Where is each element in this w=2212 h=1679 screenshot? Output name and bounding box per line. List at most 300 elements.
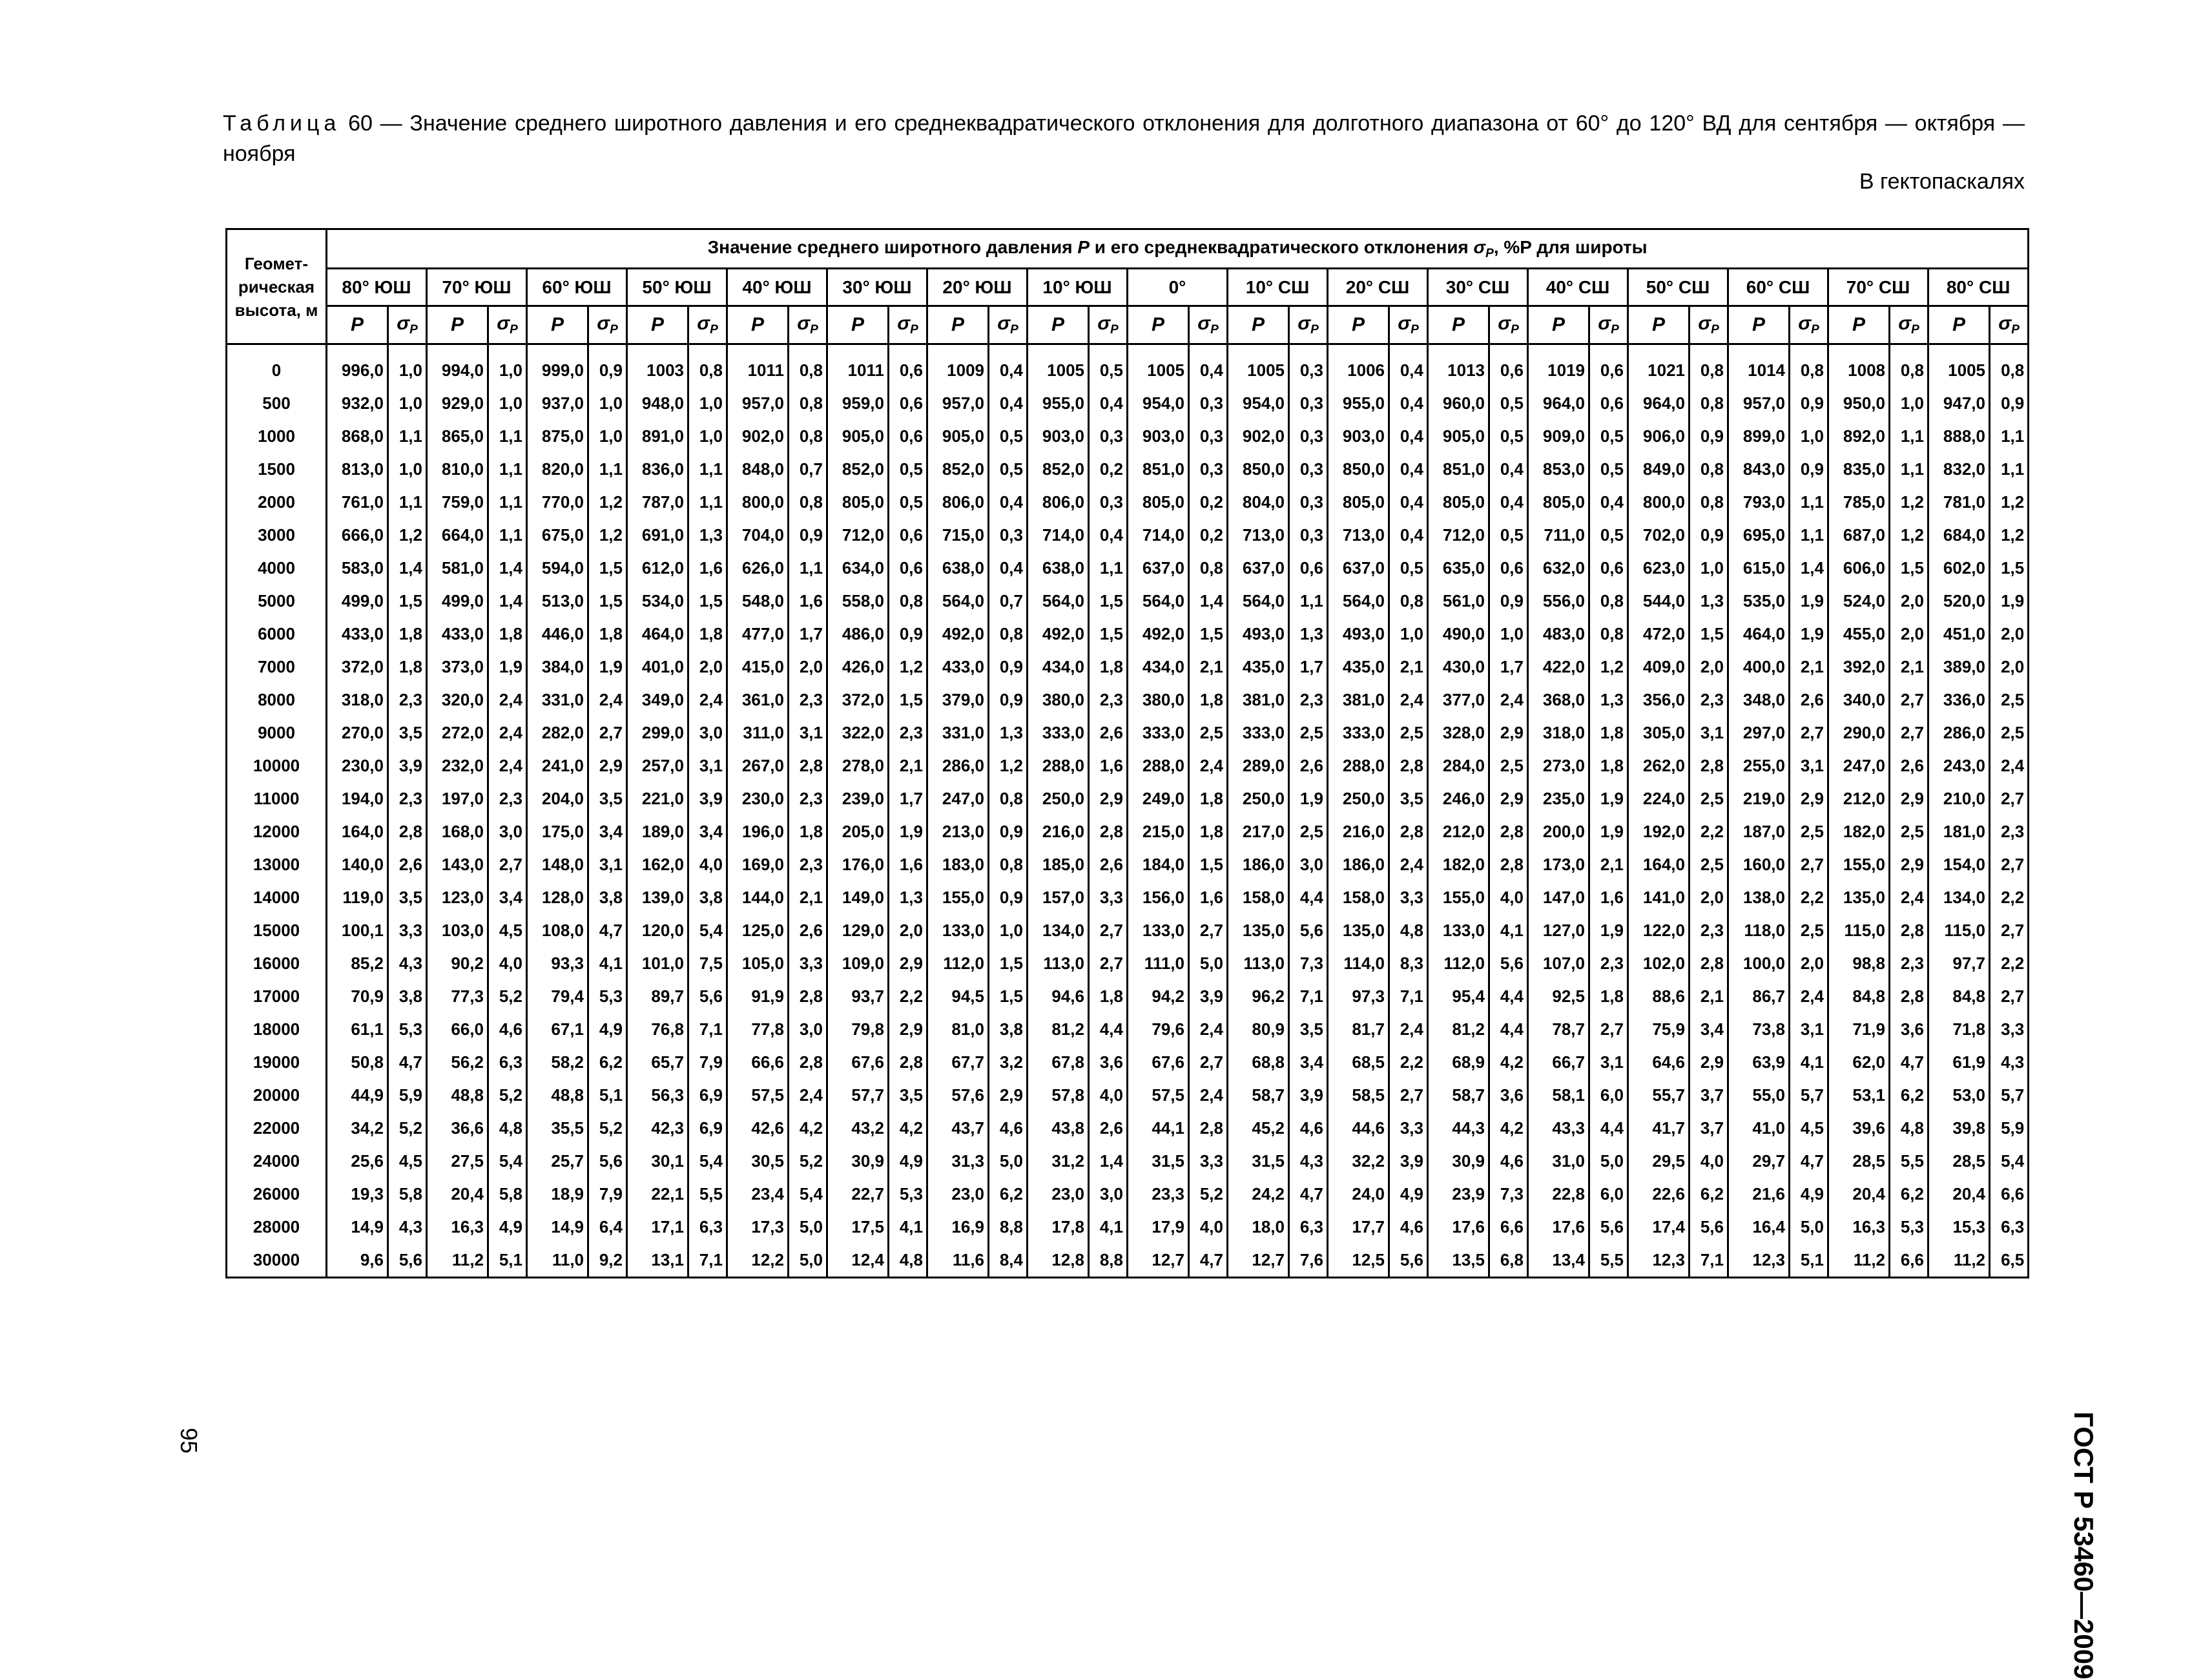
- pressure-cell: 615,0: [1728, 552, 1790, 585]
- sigma-cell: 2,4: [1389, 683, 1428, 716]
- sigma-cell: 1,5: [989, 947, 1028, 980]
- altitude-cell: 14000: [227, 881, 327, 914]
- p-symbol-header: P: [527, 306, 588, 344]
- sigma-cell: 2,8: [1089, 815, 1128, 848]
- sigma-cell: 0,2: [1089, 453, 1128, 486]
- pressure-cell: 113,0: [1028, 947, 1089, 980]
- sigma-cell: 2,9: [1489, 716, 1528, 749]
- sigma-cell: 2,5: [1990, 716, 2029, 749]
- sigma-cell: 6,2: [989, 1178, 1028, 1211]
- pressure-cell: 169,0: [727, 848, 789, 881]
- pressure-cell: 955,0: [1328, 387, 1389, 420]
- pressure-cell: 713,0: [1328, 519, 1389, 552]
- table-row: [227, 881, 2029, 914]
- sigma-cell: 0,4: [989, 344, 1028, 388]
- sigma-cell: 0,6: [889, 552, 927, 585]
- sigma-cell: 0,6: [1589, 344, 1628, 388]
- sigma-cell: 4,4: [1089, 1013, 1128, 1046]
- pressure-cell: 56,3: [627, 1079, 688, 1112]
- pressure-cell: 372,0: [327, 651, 388, 683]
- sigma-cell: 4,9: [1389, 1178, 1428, 1211]
- sigma-cell: 4,9: [889, 1145, 927, 1178]
- sigma-cell: 2,4: [1389, 1013, 1428, 1046]
- sigma-cell: 4,2: [1489, 1046, 1528, 1079]
- p-symbol-header: P: [827, 306, 889, 344]
- sigma-cell: 5,6: [1289, 914, 1328, 947]
- latitude-header: 30° СШ: [1428, 269, 1528, 306]
- sigma-cell: 0,8: [1589, 618, 1628, 651]
- sigma-cell: 3,8: [989, 1013, 1028, 1046]
- sigma-cell: 2,5: [1289, 815, 1328, 848]
- sigma-cell: 2,9: [1790, 782, 1828, 815]
- pressure-cell: 66,7: [1528, 1046, 1589, 1079]
- pressure-cell: 43,7: [927, 1112, 989, 1145]
- pressure-cell: 564,0: [1228, 585, 1289, 618]
- sigma-cell: 3,8: [688, 881, 727, 914]
- sigma-cell: 2,7: [1890, 683, 1928, 716]
- sigma-cell: 2,7: [1890, 716, 1928, 749]
- pressure-cell: 612,0: [627, 552, 688, 585]
- sigma-cell: 0,8: [789, 344, 827, 388]
- sigma-cell: 3,1: [1790, 749, 1828, 782]
- pressure-cell: 216,0: [1028, 815, 1089, 848]
- sigma-cell: 1,0: [388, 344, 427, 388]
- pressure-cell: 81,2: [1428, 1013, 1489, 1046]
- sigma-cell: 4,1: [1790, 1046, 1828, 1079]
- sigma-cell: 3,6: [1890, 1013, 1928, 1046]
- pressure-cell: 92,5: [1528, 980, 1589, 1013]
- sigma-cell: 2,4: [488, 749, 527, 782]
- pressure-cell: 61,9: [1928, 1046, 1990, 1079]
- pressure-cell: 25,7: [527, 1145, 588, 1178]
- pressure-cell: 17,3: [727, 1211, 789, 1244]
- sigma-cell: 6,6: [1990, 1178, 2029, 1211]
- pressure-cell: 175,0: [527, 815, 588, 848]
- sigma-cell: 1,0: [588, 420, 627, 453]
- pressure-cell: 22,6: [1628, 1178, 1690, 1211]
- sigma-cell: 0,8: [1890, 344, 1928, 388]
- pressure-cell: 957,0: [927, 387, 989, 420]
- pressure-cell: 17,4: [1628, 1211, 1690, 1244]
- latitude-header: 30° ЮШ: [827, 269, 927, 306]
- sigma-cell: 3,9: [1389, 1145, 1428, 1178]
- pressure-cell: 524,0: [1828, 585, 1890, 618]
- sigma-cell: 2,4: [789, 1079, 827, 1112]
- sigma-cell: 7,1: [1690, 1244, 1728, 1278]
- pressure-cell: 149,0: [827, 881, 889, 914]
- sigma-cell: 5,0: [1589, 1145, 1628, 1178]
- sigma-cell: 7,9: [588, 1178, 627, 1211]
- pressure-cell: 71,8: [1928, 1013, 1990, 1046]
- table-row: [227, 980, 2029, 1013]
- sigma-cell: 5,6: [1489, 947, 1528, 980]
- sigma-cell: 2,4: [1990, 749, 2029, 782]
- pressure-cell: 93,3: [527, 947, 588, 980]
- pressure-cell: 44,3: [1428, 1112, 1489, 1145]
- sigma-cell: 1,9: [1289, 782, 1328, 815]
- pressure-cell: 65,7: [627, 1046, 688, 1079]
- sigma-cell: 0,9: [789, 519, 827, 552]
- sigma-cell: 5,0: [789, 1211, 827, 1244]
- pressure-cell: 333,0: [1128, 716, 1189, 749]
- sigma-cell: 1,6: [889, 848, 927, 881]
- sigma-cell: 0,4: [1389, 387, 1428, 420]
- pressure-table: [225, 228, 2029, 1278]
- pressure-cell: 29,5: [1628, 1145, 1690, 1178]
- pressure-cell: 290,0: [1828, 716, 1890, 749]
- sigma-cell: 2,7: [1089, 914, 1128, 947]
- pressure-cell: 185,0: [1028, 848, 1089, 881]
- sigma-symbol-header: $\sigma_P$: [1990, 306, 2029, 344]
- latitude-header: 70° СШ: [1828, 269, 1928, 306]
- sigma-cell: 5,8: [488, 1178, 527, 1211]
- sigma-cell: 0,9: [989, 651, 1028, 683]
- sigma-cell: 2,8: [1189, 1112, 1228, 1145]
- sigma-cell: 5,3: [588, 980, 627, 1013]
- pressure-cell: 109,0: [827, 947, 889, 980]
- sigma-symbol-header: $\sigma_P$: [1489, 306, 1528, 344]
- sigma-cell: 4,2: [889, 1112, 927, 1145]
- sigma-cell: 2,8: [789, 980, 827, 1013]
- sigma-cell: 4,4: [1489, 980, 1528, 1013]
- pressure-cell: 843,0: [1728, 453, 1790, 486]
- sigma-cell: 5,4: [688, 1145, 727, 1178]
- pressure-cell: 100,1: [327, 914, 388, 947]
- altitude-cell: 4000: [227, 552, 327, 585]
- sigma-cell: 0,8: [989, 848, 1028, 881]
- sigma-cell: 6,2: [588, 1046, 627, 1079]
- sigma-cell: 2,7: [1189, 914, 1228, 947]
- pressure-cell: 138,0: [1728, 881, 1790, 914]
- pressure-cell: 805,0: [1528, 486, 1589, 519]
- sigma-cell: 1,3: [889, 881, 927, 914]
- sigma-cell: 1,1: [1089, 552, 1128, 585]
- pressure-cell: 695,0: [1728, 519, 1790, 552]
- pressure-cell: 348,0: [1728, 683, 1790, 716]
- sigma-cell: 2,5: [1790, 815, 1828, 848]
- pressure-cell: 164,0: [327, 815, 388, 848]
- altitude-cell: 20000: [227, 1079, 327, 1112]
- sigma-cell: 0,3: [1189, 420, 1228, 453]
- pressure-cell: 12,5: [1328, 1244, 1389, 1278]
- sigma-cell: 4,7: [1890, 1046, 1928, 1079]
- pressure-cell: 101,0: [627, 947, 688, 980]
- pressure-cell: 120,0: [627, 914, 688, 947]
- altitude-cell: 15000: [227, 914, 327, 947]
- sigma-cell: 4,3: [388, 1211, 427, 1244]
- sigma-cell: 1,0: [388, 453, 427, 486]
- pressure-cell: 561,0: [1428, 585, 1489, 618]
- sigma-cell: 1,2: [1990, 519, 2029, 552]
- pressure-cell: 125,0: [727, 914, 789, 947]
- pressure-cell: 805,0: [1328, 486, 1389, 519]
- sigma-cell: 2,4: [1189, 749, 1228, 782]
- sigma-cell: 2,5: [1189, 716, 1228, 749]
- sigma-cell: 3,3: [789, 947, 827, 980]
- sigma-cell: 4,6: [1389, 1211, 1428, 1244]
- sigma-cell: 2,6: [1289, 749, 1328, 782]
- sigma-cell: 2,8: [889, 1046, 927, 1079]
- p-symbol-header: P: [1728, 306, 1790, 344]
- pressure-cell: 278,0: [827, 749, 889, 782]
- sigma-cell: 2,8: [1690, 947, 1728, 980]
- pressure-cell: 205,0: [827, 815, 889, 848]
- sigma-cell: 0,4: [1489, 453, 1528, 486]
- sigma-cell: 0,5: [1589, 453, 1628, 486]
- sigma-cell: 1,4: [1189, 585, 1228, 618]
- pressure-cell: 89,7: [627, 980, 688, 1013]
- sigma-cell: 3,5: [889, 1079, 927, 1112]
- sigma-cell: 0,4: [989, 552, 1028, 585]
- pressure-cell: 1021: [1628, 344, 1690, 388]
- sigma-symbol-header: $\sigma_P$: [488, 306, 527, 344]
- pressure-cell: 12,2: [727, 1244, 789, 1278]
- pressure-cell: 852,0: [927, 453, 989, 486]
- pressure-cell: 108,0: [527, 914, 588, 947]
- p-symbol-header: P: [1028, 306, 1089, 344]
- pressure-cell: 118,0: [1728, 914, 1790, 947]
- sigma-cell: 2,9: [889, 1013, 927, 1046]
- pressure-cell: 78,7: [1528, 1013, 1589, 1046]
- pressure-cell: 493,0: [1228, 618, 1289, 651]
- pressure-cell: 451,0: [1928, 618, 1990, 651]
- pressure-cell: 602,0: [1928, 552, 1990, 585]
- sigma-cell: 3,6: [1089, 1046, 1128, 1079]
- sigma-cell: 3,4: [688, 815, 727, 848]
- pressure-cell: 102,0: [1628, 947, 1690, 980]
- sigma-cell: 2,3: [1589, 947, 1628, 980]
- sigma-cell: 6,6: [1489, 1211, 1528, 1244]
- pressure-cell: 113,0: [1228, 947, 1289, 980]
- sigma-cell: 1,8: [1189, 683, 1228, 716]
- sigma-cell: 2,5: [1489, 749, 1528, 782]
- pressure-cell: 17,7: [1328, 1211, 1389, 1244]
- sigma-cell: 1,8: [688, 618, 727, 651]
- pressure-cell: 45,2: [1228, 1112, 1289, 1145]
- pressure-cell: 713,0: [1228, 519, 1289, 552]
- sigma-cell: 0,9: [889, 618, 927, 651]
- pressure-cell: 75,9: [1628, 1013, 1690, 1046]
- pressure-cell: 210,0: [1928, 782, 1990, 815]
- pressure-cell: 401,0: [627, 651, 688, 683]
- pressure-cell: 224,0: [1628, 782, 1690, 815]
- pressure-cell: 67,8: [1028, 1046, 1089, 1079]
- pressure-cell: 333,0: [1228, 716, 1289, 749]
- pressure-cell: 273,0: [1528, 749, 1589, 782]
- pressure-cell: 79,8: [827, 1013, 889, 1046]
- pressure-cell: 272,0: [427, 716, 488, 749]
- pressure-cell: 39,6: [1828, 1112, 1890, 1145]
- pressure-cell: 186,0: [1328, 848, 1389, 881]
- pressure-cell: 53,1: [1828, 1079, 1890, 1112]
- sigma-cell: 2,4: [588, 683, 627, 716]
- pressure-cell: 29,7: [1728, 1145, 1790, 1178]
- sigma-cell: 9,2: [588, 1244, 627, 1278]
- sigma-cell: 5,2: [588, 1112, 627, 1145]
- pressure-cell: 144,0: [727, 881, 789, 914]
- sigma-cell: 0,4: [989, 486, 1028, 519]
- sigma-cell: 5,4: [488, 1145, 527, 1178]
- sigma-cell: 8,3: [1389, 947, 1428, 980]
- altitude-cell: 28000: [227, 1211, 327, 1244]
- pressure-cell: 850,0: [1328, 453, 1389, 486]
- sigma-cell: 2,1: [789, 881, 827, 914]
- sigma-cell: 2,5: [1690, 848, 1728, 881]
- pressure-cell: 19,3: [327, 1178, 388, 1211]
- pressure-cell: 435,0: [1228, 651, 1289, 683]
- table-row: [227, 1211, 2029, 1244]
- pressure-cell: 1005: [1928, 344, 1990, 388]
- pressure-cell: 957,0: [1728, 387, 1790, 420]
- sigma-symbol-header: $\sigma_P$: [1790, 306, 1828, 344]
- sigma-cell: 6,5: [1990, 1244, 2029, 1278]
- pressure-cell: 637,0: [1228, 552, 1289, 585]
- sigma-cell: 3,1: [1589, 1046, 1628, 1079]
- altitude-cell: 12000: [227, 815, 327, 848]
- sigma-cell: 1,2: [989, 749, 1028, 782]
- p-symbol-header: P: [1628, 306, 1690, 344]
- sigma-cell: 0,6: [1589, 552, 1628, 585]
- sigma-cell: 1,8: [1589, 716, 1628, 749]
- sigma-cell: 2,3: [789, 683, 827, 716]
- sigma-cell: 1,9: [1589, 815, 1628, 848]
- pressure-cell: 322,0: [827, 716, 889, 749]
- pressure-cell: 520,0: [1928, 585, 1990, 618]
- pressure-cell: 331,0: [927, 716, 989, 749]
- sigma-cell: 2,3: [889, 716, 927, 749]
- sigma-cell: 4,6: [989, 1112, 1028, 1145]
- altitude-cell: 2000: [227, 486, 327, 519]
- altitude-cell: 5000: [227, 585, 327, 618]
- sigma-cell: 4,8: [1890, 1112, 1928, 1145]
- pressure-cell: 903,0: [1028, 420, 1089, 453]
- pressure-cell: 186,0: [1228, 848, 1289, 881]
- sigma-cell: 1,0: [688, 420, 727, 453]
- sigma-cell: 4,1: [1089, 1211, 1128, 1244]
- pressure-cell: 581,0: [427, 552, 488, 585]
- sigma-cell: 2,9: [1890, 782, 1928, 815]
- sigma-cell: 0,8: [1690, 344, 1728, 388]
- sigma-cell: 2,8: [1690, 749, 1728, 782]
- pressure-cell: 20,4: [1828, 1178, 1890, 1211]
- sigma-cell: 1,5: [889, 683, 927, 716]
- sigma-cell: 3,5: [388, 881, 427, 914]
- table-row: [227, 815, 2029, 848]
- sigma-cell: 4,9: [488, 1211, 527, 1244]
- sigma-cell: 3,1: [588, 848, 627, 881]
- sigma-cell: 1,1: [388, 420, 427, 453]
- pressure-cell: 77,8: [727, 1013, 789, 1046]
- sigma-cell: 1,9: [1790, 618, 1828, 651]
- sigma-cell: 1,2: [889, 651, 927, 683]
- sigma-cell: 2,9: [1489, 782, 1528, 815]
- pressure-cell: 320,0: [427, 683, 488, 716]
- p-symbol-header: P: [1228, 306, 1289, 344]
- sigma-cell: 8,4: [989, 1244, 1028, 1278]
- pressure-cell: 902,0: [727, 420, 789, 453]
- pressure-cell: 247,0: [927, 782, 989, 815]
- pressure-cell: 182,0: [1428, 848, 1489, 881]
- sigma-cell: 0,4: [1389, 344, 1428, 388]
- pressure-cell: 446,0: [527, 618, 588, 651]
- pressure-cell: 140,0: [327, 848, 388, 881]
- sigma-symbol-header: $\sigma_P$: [1389, 306, 1428, 344]
- pressure-cell: 318,0: [1528, 716, 1589, 749]
- sigma-cell: 0,8: [989, 618, 1028, 651]
- pressure-cell: 267,0: [727, 749, 789, 782]
- pressure-cell: 297,0: [1728, 716, 1790, 749]
- pressure-cell: 286,0: [1928, 716, 1990, 749]
- table-row: [227, 716, 2029, 749]
- sigma-cell: 4,3: [1990, 1046, 2029, 1079]
- sigma-cell: 1,9: [889, 815, 927, 848]
- pressure-cell: 67,6: [1128, 1046, 1189, 1079]
- sigma-cell: 0,5: [1389, 552, 1428, 585]
- pressure-cell: 17,5: [827, 1211, 889, 1244]
- sigma-cell: 3,7: [1690, 1112, 1728, 1145]
- pressure-cell: 999,0: [527, 344, 588, 388]
- pressure-cell: 53,0: [1928, 1079, 1990, 1112]
- sigma-cell: 1,1: [488, 519, 527, 552]
- pressure-cell: 155,0: [1828, 848, 1890, 881]
- table-row: [227, 782, 2029, 815]
- sigma-cell: 2,8: [1890, 980, 1928, 1013]
- sigma-cell: 1,7: [1489, 651, 1528, 683]
- sigma-cell: 2,7: [1189, 1046, 1228, 1079]
- pressure-cell: 182,0: [1828, 815, 1890, 848]
- sigma-cell: 7,9: [688, 1046, 727, 1079]
- altitude-cell: 24000: [227, 1145, 327, 1178]
- sigma-cell: 3,3: [1189, 1145, 1228, 1178]
- sigma-cell: 1,6: [1589, 881, 1628, 914]
- latitude-header: 80° ЮШ: [327, 269, 427, 306]
- pressure-cell: 606,0: [1828, 552, 1890, 585]
- pressure-cell: 17,6: [1528, 1211, 1589, 1244]
- pressure-cell: 964,0: [1628, 387, 1690, 420]
- sigma-cell: 0,8: [889, 585, 927, 618]
- pressure-cell: 711,0: [1528, 519, 1589, 552]
- table-row: [227, 387, 2029, 420]
- pressure-cell: 435,0: [1328, 651, 1389, 683]
- table-header: [227, 229, 2029, 344]
- pressure-cell: 81,7: [1328, 1013, 1389, 1046]
- latitude-header: 40° ЮШ: [727, 269, 827, 306]
- pressure-cell: 36,6: [427, 1112, 488, 1145]
- pressure-cell: 490,0: [1428, 618, 1489, 651]
- pressure-cell: 55,7: [1628, 1079, 1690, 1112]
- pressure-cell: 112,0: [1428, 947, 1489, 980]
- pressure-cell: 13,4: [1528, 1244, 1589, 1278]
- pressure-cell: 24,0: [1328, 1178, 1389, 1211]
- altitude-cell: 10000: [227, 749, 327, 782]
- pressure-cell: 100,0: [1728, 947, 1790, 980]
- sigma-cell: 0,9: [588, 344, 627, 388]
- pressure-cell: 905,0: [827, 420, 889, 453]
- sigma-cell: 5,3: [388, 1013, 427, 1046]
- sigma-cell: 1,1: [688, 453, 727, 486]
- pressure-cell: 336,0: [1928, 683, 1990, 716]
- pressure-cell: 384,0: [527, 651, 588, 683]
- sigma-cell: 2,3: [488, 782, 527, 815]
- sigma-cell: 2,5: [1289, 716, 1328, 749]
- pressure-cell: 111,0: [1128, 947, 1189, 980]
- pressure-cell: 770,0: [527, 486, 588, 519]
- sigma-cell: 4,5: [488, 914, 527, 947]
- pressure-cell: 284,0: [1428, 749, 1489, 782]
- pressure-cell: 499,0: [327, 585, 388, 618]
- pressure-cell: 684,0: [1928, 519, 1990, 552]
- pressure-cell: 17,1: [627, 1211, 688, 1244]
